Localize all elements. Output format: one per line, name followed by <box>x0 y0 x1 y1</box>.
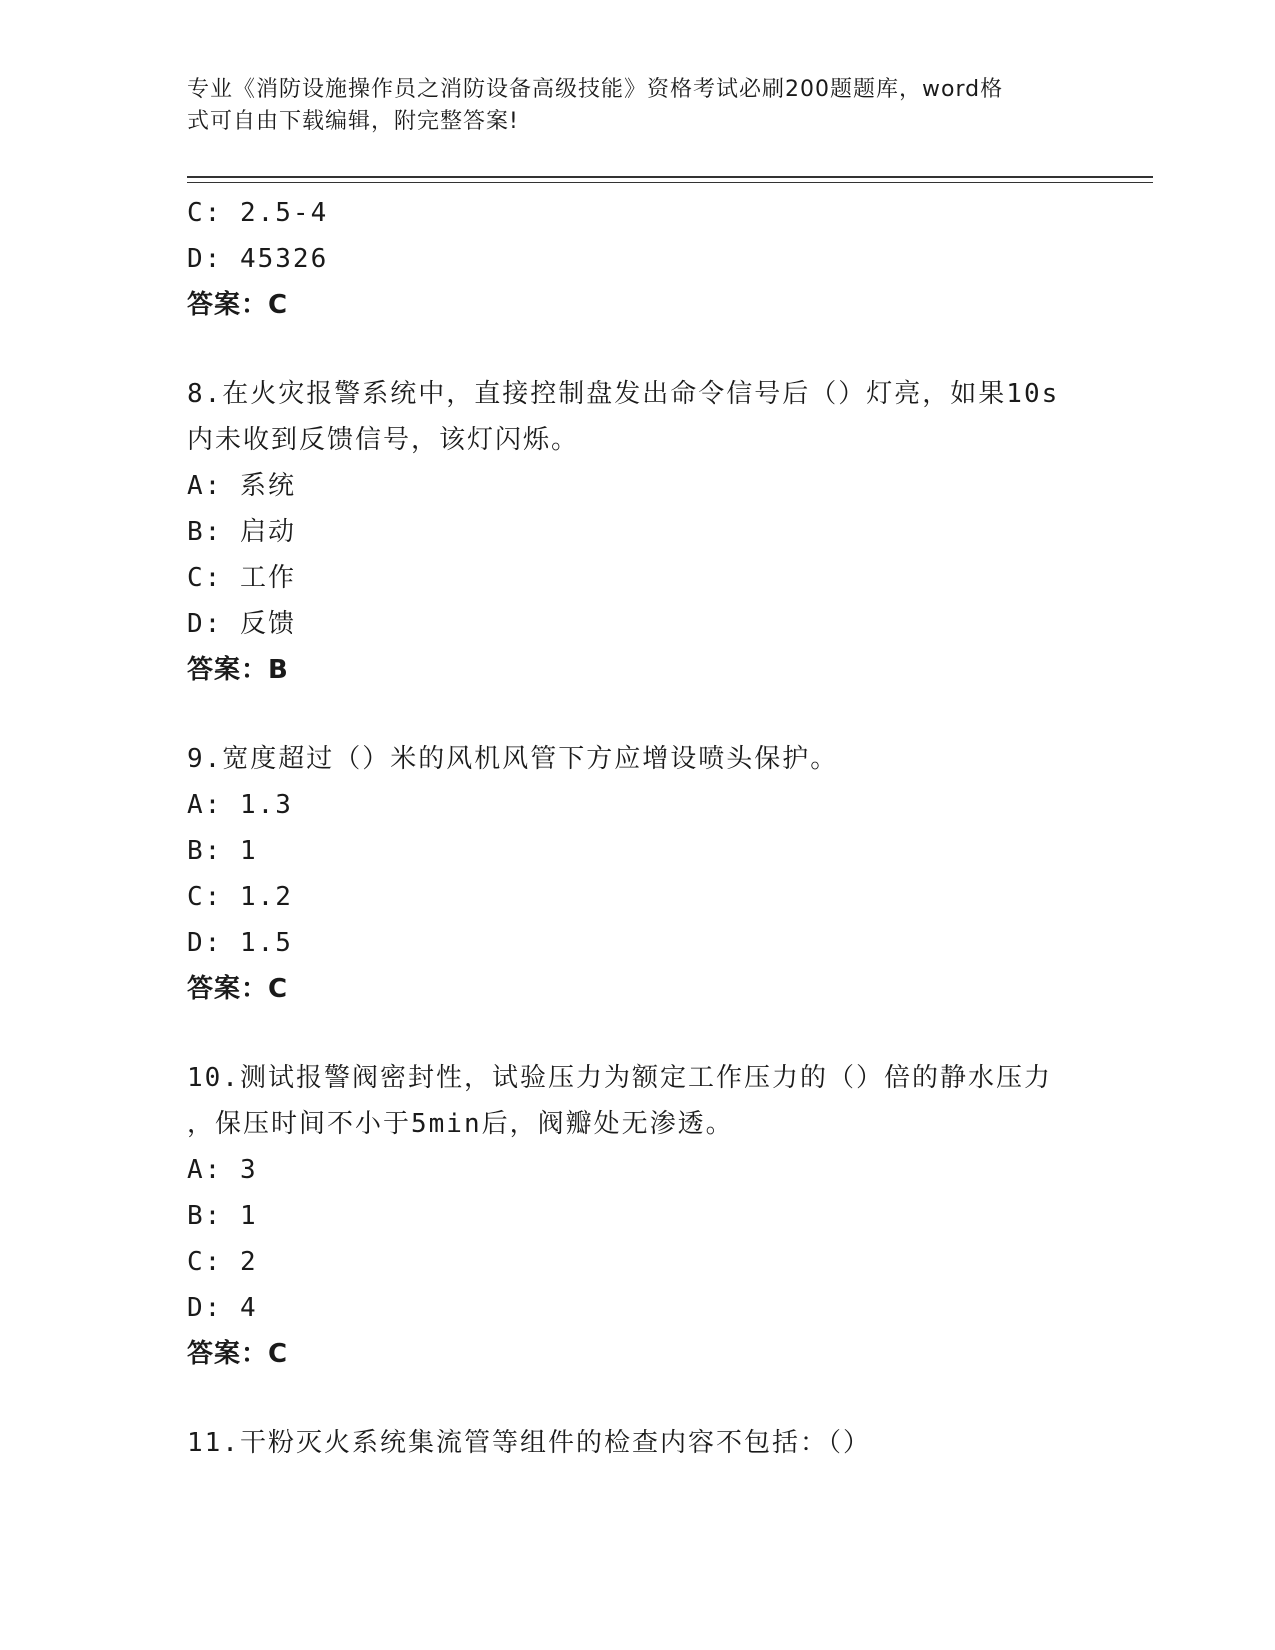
answer-line: 答案：C <box>187 1339 289 1369</box>
question-text-line: 10.测试报警阀密封性，试验压力为额定工作压力的（）倍的静水压力 <box>187 1063 1052 1093</box>
question-11 <box>187 1420 1087 1466</box>
question-text-line: 8.在火灾报警系统中，直接控制盘发出命令信号后（）灯亮，如果10s <box>187 379 1060 409</box>
prev-question-block <box>187 190 1087 328</box>
page-header <box>187 74 1067 138</box>
option-c: C: 1.2 <box>187 882 293 912</box>
header-line-2: 式可自由下载编辑，附完整答案! <box>187 109 519 134</box>
option-d: D: 1.5 <box>187 928 293 958</box>
question-9 <box>187 736 1087 1012</box>
question-10 <box>187 1055 1087 1377</box>
question-content <box>187 190 1087 1466</box>
answer-line: 答案：C <box>187 974 289 1004</box>
question-text-line: 11.干粉灭火系统集流管等组件的检查内容不包括：（） <box>187 1428 871 1458</box>
option-c: C: 2 <box>187 1247 258 1277</box>
question-text-line: 9.宽度超过（）米的风机风管下方应增设喷头保护。 <box>187 744 839 774</box>
option-d: D: 4 <box>187 1293 258 1323</box>
option-a: A: 1.3 <box>187 790 293 820</box>
question-8 <box>187 371 1087 693</box>
header-rule-thick <box>187 176 1153 178</box>
option-d: D: 反馈 <box>187 609 296 639</box>
answer-line: 答案：C <box>187 290 289 320</box>
option-c: C: 工作 <box>187 563 296 593</box>
option-c: C: 2.5-4 <box>187 198 329 228</box>
option-b: B: 1 <box>187 1201 258 1231</box>
answer-line: 答案：B <box>187 655 289 685</box>
question-text-line: ，保压时间不小于5min后，阀瓣处无渗透。 <box>187 1109 734 1139</box>
option-a: A: 3 <box>187 1155 258 1185</box>
header-rule-thin <box>187 182 1153 183</box>
option-a: A: 系统 <box>187 471 296 501</box>
option-b: B: 启动 <box>187 517 296 547</box>
option-d: D: 45326 <box>187 244 329 274</box>
option-b: B: 1 <box>187 836 258 866</box>
question-text-line: 内未收到反馈信号，该灯闪烁。 <box>187 425 580 455</box>
header-line-1: 专业《消防设施操作员之消防设备高级技能》资格考试必刷200题题库，word格 <box>187 77 1004 102</box>
